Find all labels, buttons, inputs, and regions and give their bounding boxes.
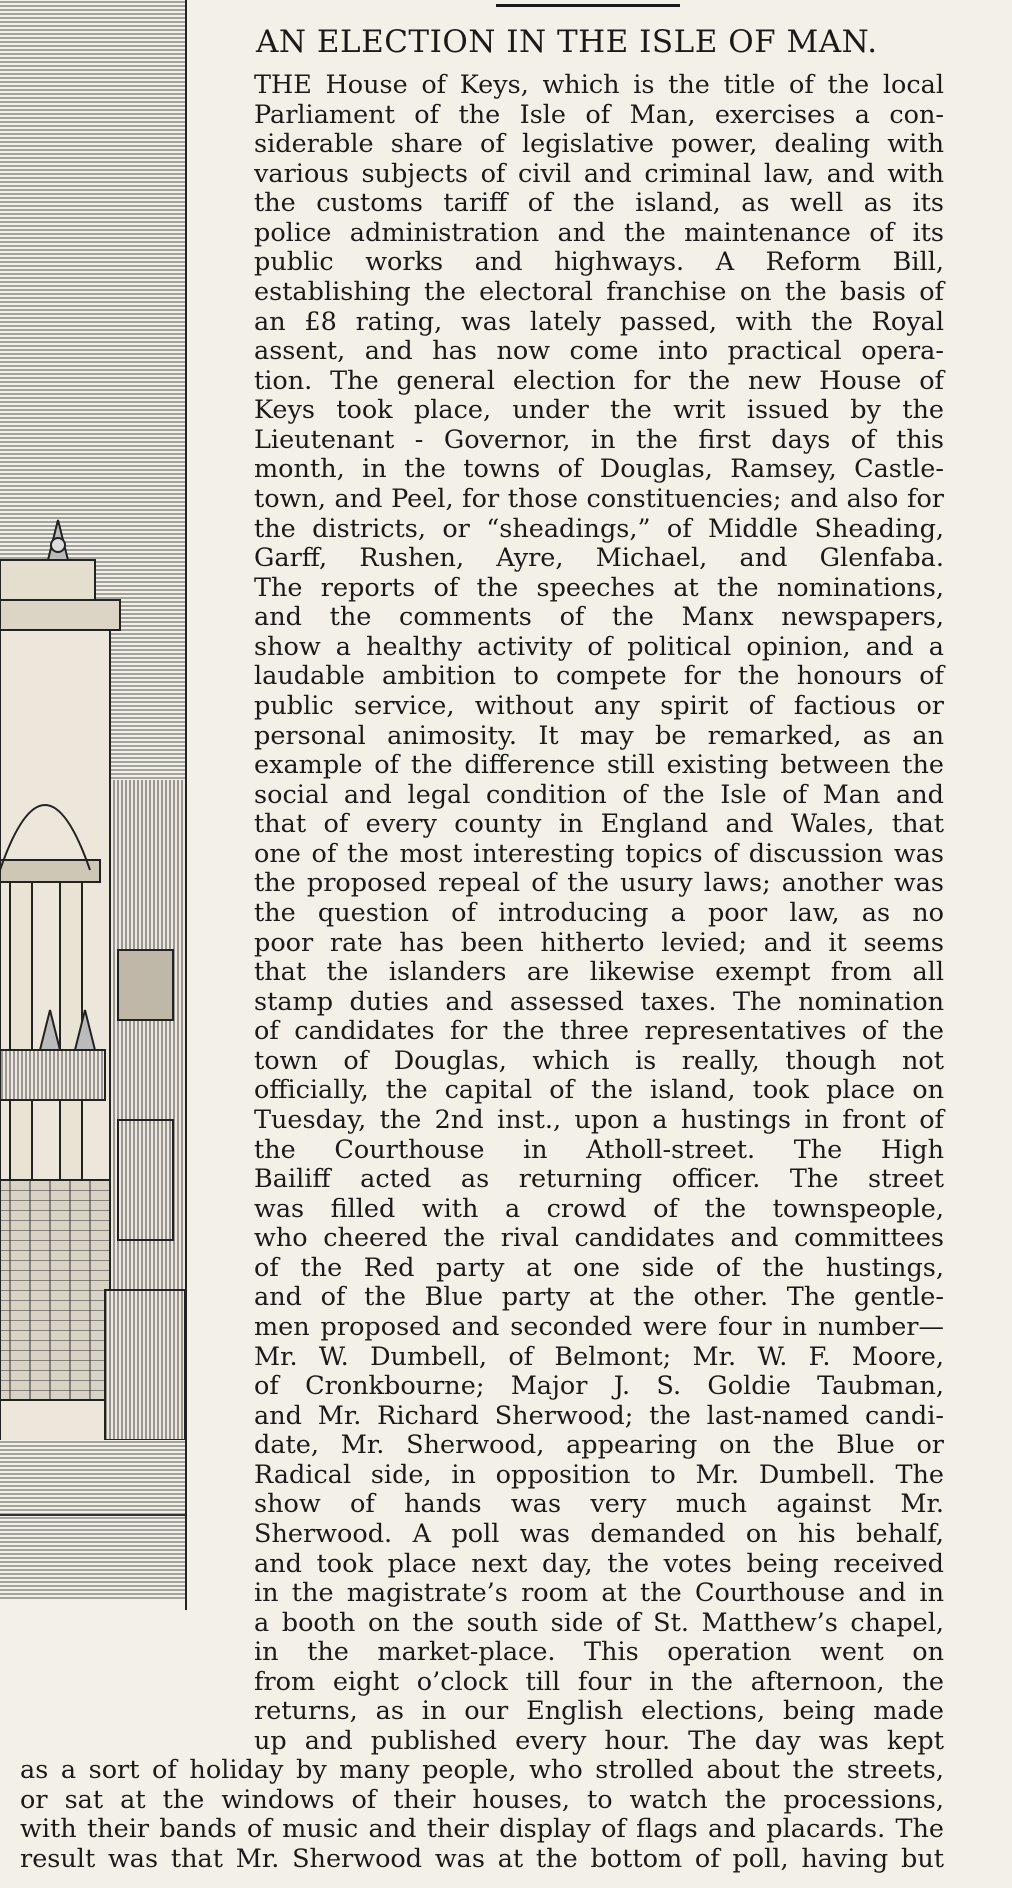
- text-line: month, in the towns of Douglas, Ramsey, Castle-: [254, 454, 944, 485]
- text-line: result was that Mr. Sherwood was at the bottom of poll, having but: [20, 1843, 944, 1874]
- text-line: Mr. W. Dumbell, of Belmont; Mr. W. F. Moore,: [254, 1341, 944, 1372]
- text-line: example of the difference still existing between the: [254, 750, 944, 781]
- text-line: assent, and has now come into practical opera-: [254, 336, 944, 367]
- top-rule: [496, 4, 680, 7]
- engraving-illustration: [0, 0, 190, 1610]
- text-line: social and legal condition of the Isle of Man and: [254, 779, 944, 810]
- courthouse-engraving: [0, 0, 190, 1610]
- text-line: tion. The general election for the new House of: [254, 365, 944, 396]
- text-line: as a sort of holiday by many people, who strolled about the streets,: [20, 1755, 944, 1785]
- text-line: stamp duties and assessed taxes. The nomination: [254, 986, 944, 1017]
- text-line: various subjects of civil and criminal law, and with: [254, 158, 944, 189]
- text-line: in the market-place. This operation went on: [254, 1637, 944, 1668]
- text-line: Lieutenant - Governor, in the first days of this: [254, 424, 944, 455]
- text-line: was filled with a crowd of the townspeople,: [254, 1193, 944, 1224]
- text-line: police administration and the maintenance of its: [254, 217, 944, 248]
- text-line: Sherwood. A poll was demanded on his behalf,: [254, 1519, 944, 1549]
- text-line: laudable ambition to compete for the honours of: [254, 661, 944, 692]
- text-line: or sat at the windows of their houses, to watch the processions,: [20, 1784, 944, 1815]
- text-line: and of the Blue party at the other. The gentle-: [254, 1282, 944, 1313]
- article-title: AN ELECTION IN THE ISLE OF MAN.: [256, 24, 878, 60]
- text-line: returns, as in our English elections, being made: [254, 1696, 944, 1727]
- text-line: one of the most interesting topics of discussion was: [254, 838, 944, 869]
- text-line: Tuesday, the 2nd inst., upon a hustings in front of: [254, 1105, 944, 1135]
- text-line: The reports of the speeches at the nominations,: [254, 572, 944, 603]
- text-line: poor rate has been hitherto levied; and it seems: [254, 927, 944, 958]
- text-line: Bailiff acted as returning officer. The street: [254, 1164, 944, 1195]
- text-line: officially, the capital of the island, took place on: [254, 1075, 944, 1106]
- text-line: public works and highways. A Reform Bill,: [254, 247, 944, 278]
- text-line: that of every county in England and Wales, that: [254, 809, 944, 840]
- text-line: the Courthouse in Atholl-street. The High: [254, 1134, 944, 1165]
- text-line: establishing the electoral franchise on the basis of: [254, 277, 944, 307]
- text-line: town of Douglas, which is really, though not: [254, 1045, 944, 1076]
- text-line: of Cronkbourne; Major J. S. Goldie Taubman,: [254, 1371, 944, 1402]
- text-line: with their bands of music and their display of flags and placards. The: [20, 1814, 944, 1844]
- text-line: Radical side, in opposition to Mr. Dumbell. The: [254, 1459, 944, 1490]
- text-line: an £8 rating, was lately passed, with the Royal: [254, 306, 944, 337]
- text-line: Keys took place, under the writ issued by the: [254, 395, 944, 426]
- text-line: a booth on the south side of St. Matthew’s chapel,: [254, 1607, 944, 1638]
- text-line: the proposed repeal of the usury laws; another was: [254, 868, 944, 899]
- text-line: personal animosity. It may be remarked, as an: [254, 720, 944, 751]
- text-line: town, and Peel, for those constituencies; and also for: [254, 484, 944, 514]
- text-line: Parliament of the Isle of Man, exercises a con-: [254, 99, 944, 130]
- text-line: who cheered the rival candidates and committees: [254, 1223, 944, 1254]
- text-line: and the comments of the Manx newspapers,: [254, 602, 944, 633]
- text-line: THE House of Keys, which is the title of the local: [254, 70, 944, 100]
- text-line: show of hands was very much against Mr.: [254, 1489, 944, 1520]
- text-line: and took place next day, the votes being received: [254, 1548, 944, 1579]
- text-line: the question of introducing a poor law, as no: [254, 898, 944, 928]
- text-line: of candidates for the three representatives of the: [254, 1016, 944, 1047]
- text-line: the districts, or “sheadings,” of Middle Sheading,: [254, 513, 944, 544]
- text-line: the customs tariff of the island, as well as its: [254, 188, 944, 219]
- text-line: of the Red party at one side of the hustings,: [254, 1252, 944, 1283]
- text-line: up and published every hour. The day was kept: [254, 1726, 944, 1756]
- text-line: and Mr. Richard Sherwood; the last-named candi-: [254, 1400, 944, 1431]
- text-line: show a healthy activity of political opinion, and a: [254, 631, 944, 662]
- text-line: Garff, Rushen, Ayre, Michael, and Glenfaba.: [254, 543, 944, 574]
- text-line: that the islanders are likewise exempt from all: [254, 957, 944, 988]
- text-line: public service, without any spirit of factious or: [254, 691, 944, 721]
- text-line: siderable share of legislative power, dealing with: [254, 129, 944, 160]
- text-line: men proposed and seconded were four in number—: [254, 1312, 944, 1342]
- text-line: in the magistrate’s room at the Courthouse and in: [254, 1578, 944, 1609]
- text-line: date, Mr. Sherwood, appearing on the Blue or: [254, 1430, 944, 1461]
- text-line: from eight o’clock till four in the afternoon, the: [254, 1666, 944, 1697]
